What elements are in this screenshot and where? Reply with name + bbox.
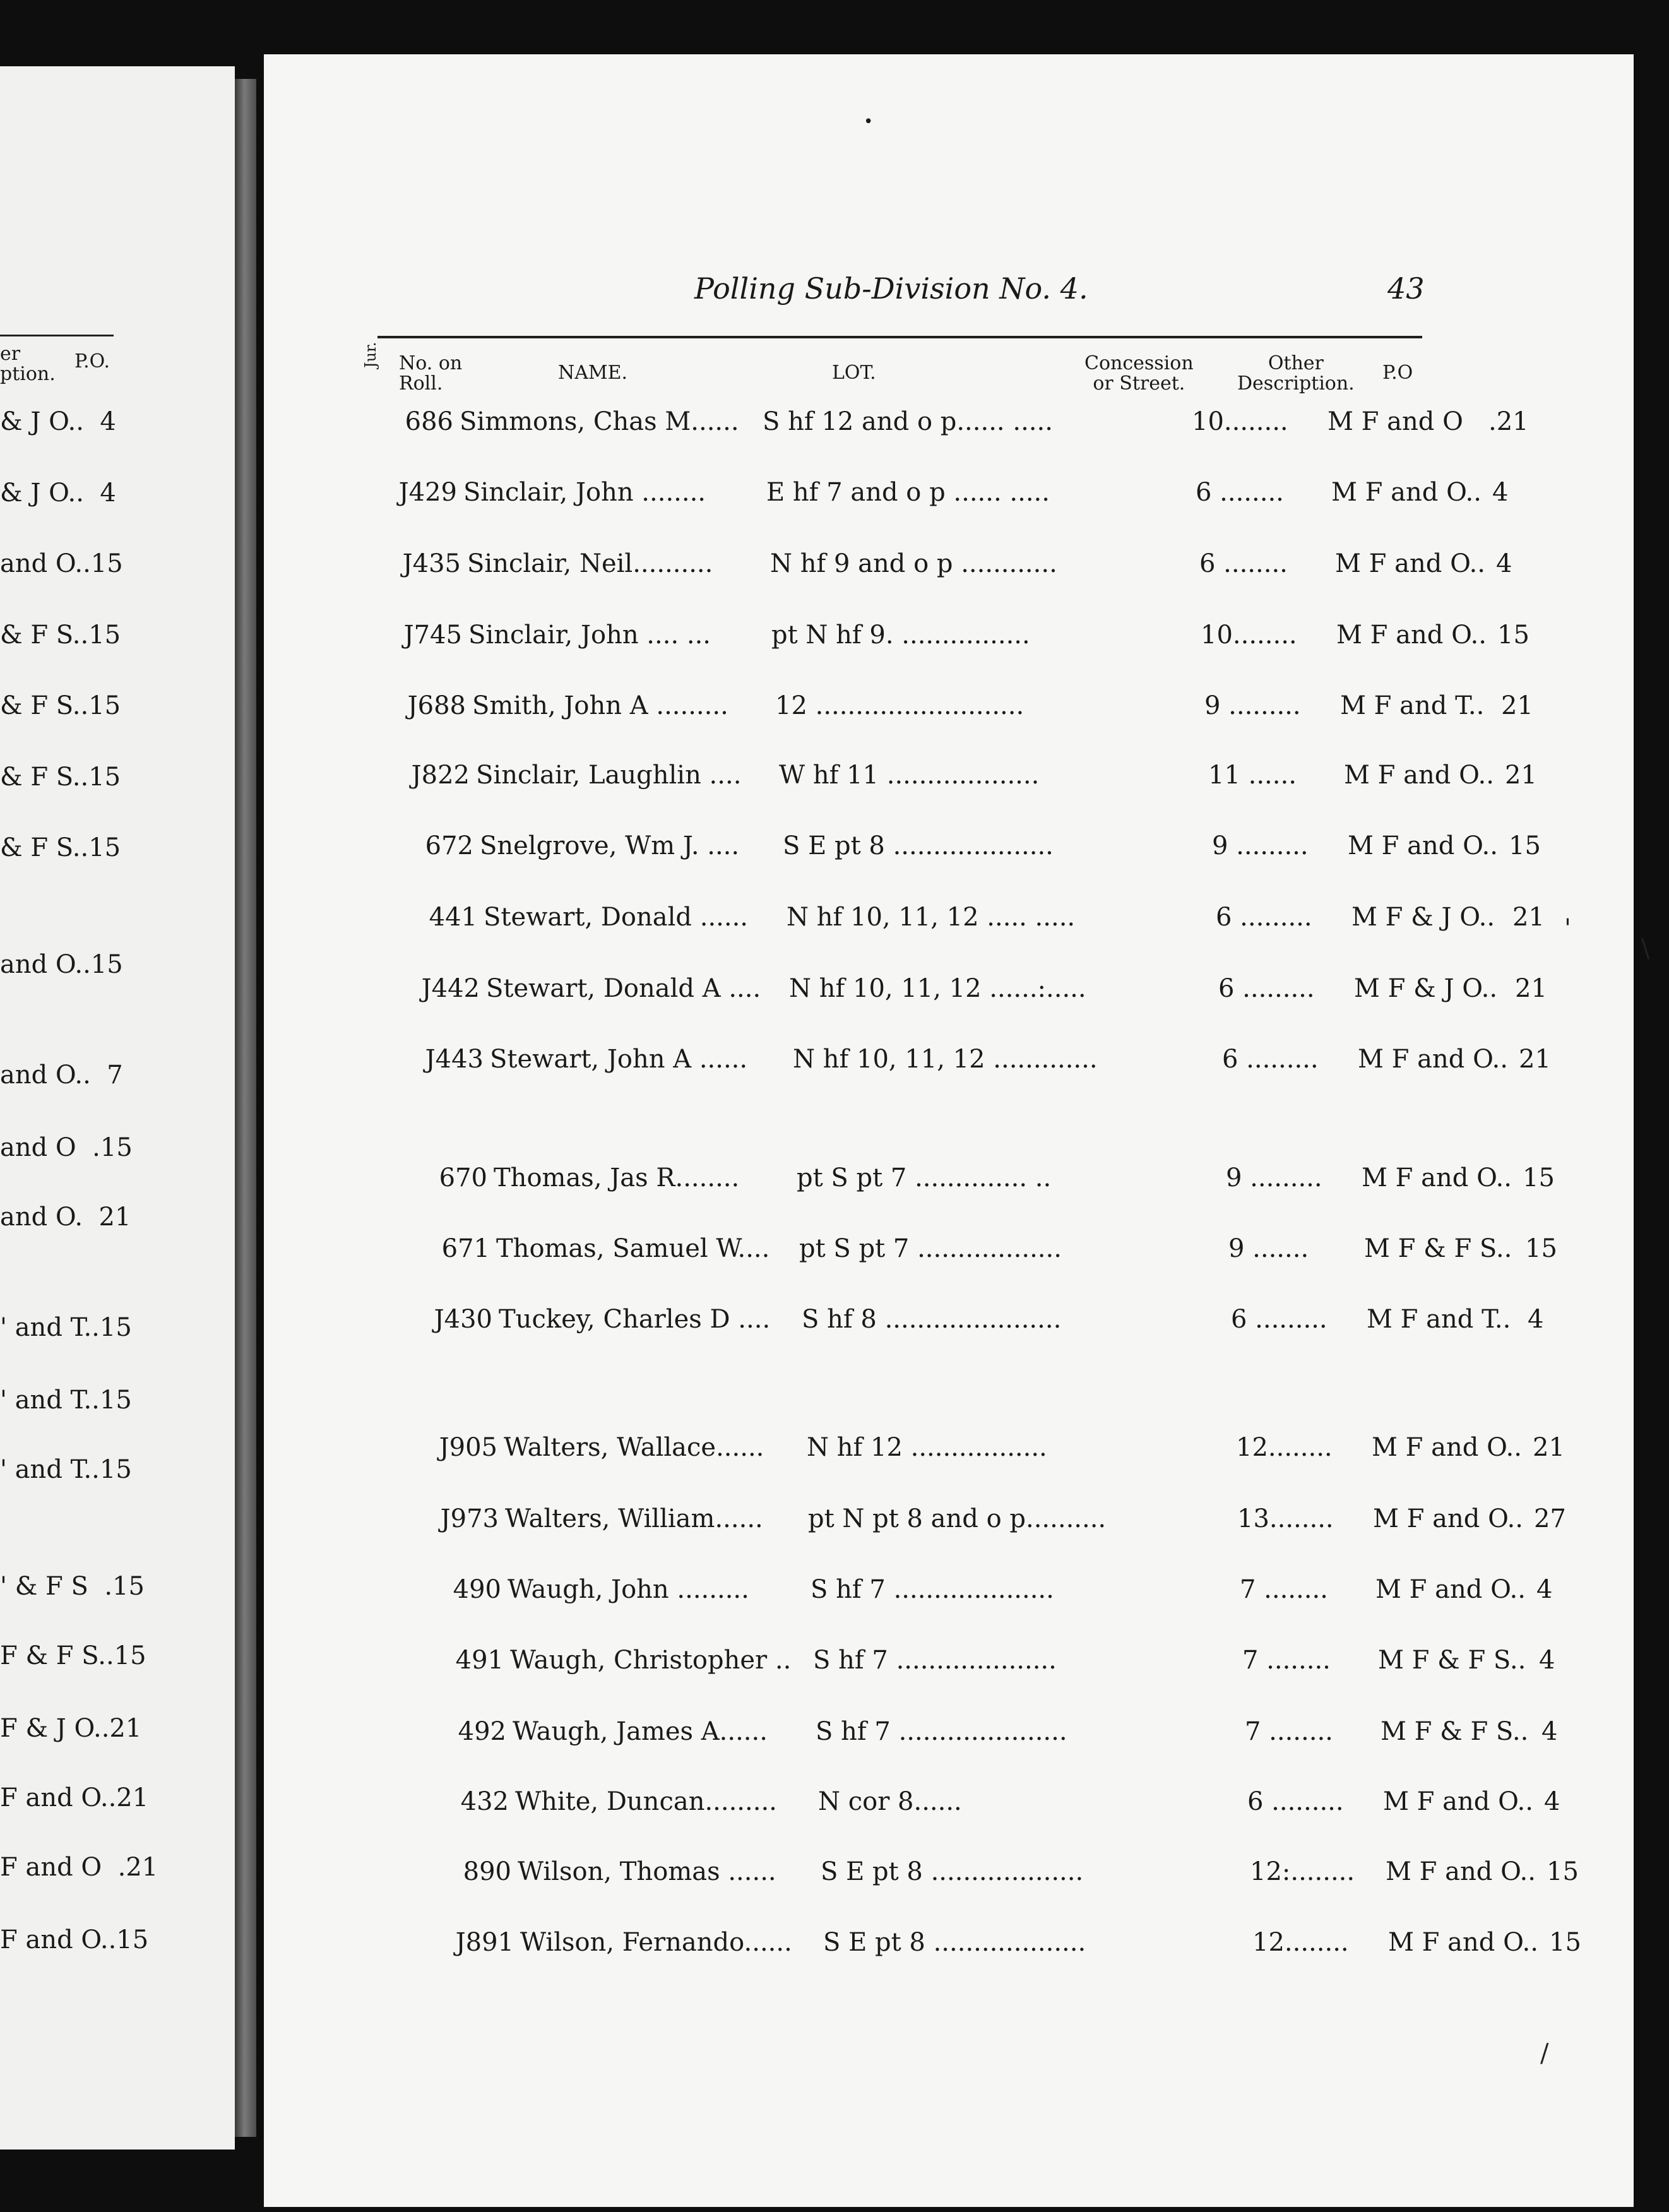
other-description: M F and O.. <box>1372 1433 1522 1462</box>
voter-name: Thomas, Jas R........ <box>494 1163 740 1192</box>
lot-description: S hf 7 .................... <box>811 1575 1054 1604</box>
roll-entry-row <box>391 971 1547 1006</box>
roll-number: J905 <box>439 1433 497 1462</box>
roll-entry-row <box>389 900 1545 935</box>
other-description: M F and T.. <box>1340 691 1485 720</box>
post-office: 21 <box>1501 691 1533 720</box>
post-office: 21 <box>1512 903 1545 932</box>
lot-description: S hf 7 .................... <box>813 1646 1057 1675</box>
roll-entry-row <box>372 546 1512 581</box>
post-office: 27 <box>1534 1504 1566 1533</box>
roll-entry-row <box>423 1854 1579 1889</box>
other-description: M F and O <box>1327 407 1463 436</box>
voter-name: Sinclair, John .... ... <box>468 621 711 650</box>
concession: 9 ......... <box>1226 1163 1322 1192</box>
roll-entry-row <box>410 1501 1566 1537</box>
voter-name: Stewart, Donald A .... <box>486 974 761 1003</box>
voter-name: Sinclair, John ........ <box>463 478 706 507</box>
roll-number: J891 <box>455 1928 514 1957</box>
roll-entry-row <box>365 404 1529 439</box>
voter-name: Thomas, Samuel W.... <box>496 1234 770 1263</box>
concession: 6 ........ <box>1196 478 1284 507</box>
lot-description: S hf 7 ..................... <box>816 1717 1067 1746</box>
other-description: M F and O.. <box>1348 831 1498 860</box>
book-spine <box>235 79 256 2137</box>
page-speck: / <box>1540 2039 1549 2068</box>
post-office: 4 <box>1496 549 1512 578</box>
other-description: M F and O.. <box>1331 478 1482 507</box>
left-page-row: ' & F S .15 <box>0 1572 145 1601</box>
roll-entry-row <box>420 1784 1560 1819</box>
roll-number: J443 <box>425 1045 484 1074</box>
post-office: 15 <box>1525 1234 1557 1263</box>
left-page-row: & F S..15 <box>0 621 121 650</box>
concession: 12:........ <box>1250 1857 1355 1886</box>
concession: 7 ........ <box>1240 1575 1328 1604</box>
left-page-row: & J O.. 4 <box>0 479 116 508</box>
other-description: M F and O.. <box>1362 1163 1512 1192</box>
page-speck: ' <box>1564 914 1571 943</box>
concession: 9 ......... <box>1212 831 1309 860</box>
lot-description: N hf 12 ................. <box>807 1433 1047 1462</box>
page-speck: \ <box>1641 934 1650 963</box>
left-page-row: F and O..21 <box>0 1783 149 1812</box>
voter-name: Sinclair, Laughlin .... <box>476 761 742 790</box>
post-office: 15 <box>1547 1857 1579 1886</box>
other-description: M F and O.. <box>1358 1045 1508 1074</box>
roll-number: J435 <box>402 549 461 578</box>
concession: 10........ <box>1192 407 1288 436</box>
voter-name: Sinclair, Neil.......... <box>467 549 713 578</box>
post-office: 4 <box>1528 1305 1544 1334</box>
concession: 13........ <box>1237 1504 1334 1533</box>
other-description: M F and O.. <box>1383 1787 1533 1816</box>
left-page-row: and O.. 7 <box>0 1061 123 1090</box>
concession: 10........ <box>1201 621 1297 650</box>
left-page-row: & J O.. 4 <box>0 407 116 436</box>
concession: 12........ <box>1252 1928 1349 1957</box>
other-description: M F and O.. <box>1375 1575 1526 1604</box>
roll-entry-row <box>418 1714 1558 1749</box>
left-page-row: F and O .21 <box>0 1853 158 1882</box>
other-description: M F & J O.. <box>1351 903 1495 932</box>
left-page-row: and O .15 <box>0 1133 133 1162</box>
voter-name: Stewart, John A ...... <box>490 1045 748 1074</box>
post-office: 21 <box>1505 761 1537 790</box>
roll-number: 492 <box>458 1717 506 1746</box>
other-description: M F and O.. <box>1386 1857 1536 1886</box>
lot-description: pt N hf 9. ................ <box>771 621 1030 650</box>
header-rule <box>377 336 1422 338</box>
roll-entry-row <box>413 1572 1553 1607</box>
running-head: Polling Sub-Division No. 4. <box>694 271 1088 306</box>
voter-name: Smith, John A ......... <box>472 691 728 720</box>
concession: 6 ........ <box>1199 549 1288 578</box>
concession: 6 ......... <box>1218 974 1315 1003</box>
roll-entry-row <box>385 828 1541 864</box>
roll-number: J822 <box>411 761 470 790</box>
roll-number: J442 <box>421 974 480 1003</box>
roll-number: J973 <box>440 1504 499 1533</box>
col-po-header: P.O <box>1382 362 1413 384</box>
col-description-header: Other Description. <box>1237 352 1355 395</box>
post-office: 4 <box>1541 1717 1558 1746</box>
post-office: 15 <box>1509 831 1541 860</box>
post-office: 4 <box>1539 1646 1555 1675</box>
voter-name: Wilson, Fernando...... <box>520 1928 792 1957</box>
lot-description: S hf 12 and o p...... ..... <box>763 407 1053 436</box>
concession: 6 ......... <box>1231 1305 1327 1334</box>
other-description: M F & J O.. <box>1354 974 1498 1003</box>
other-description: M F and O.. <box>1373 1504 1523 1533</box>
col-jur-header: Jur. <box>362 342 379 368</box>
voter-name: Waugh, John ......... <box>508 1575 749 1604</box>
post-office: 21 <box>1533 1433 1565 1462</box>
roll-number: 490 <box>453 1575 501 1604</box>
other-description: M F and O.. <box>1335 549 1485 578</box>
roll-entry-row <box>409 1430 1565 1465</box>
lot-description: 12 .......................... <box>775 691 1025 720</box>
print-mark: • <box>864 112 874 131</box>
left-page-row: & F S..15 <box>0 691 121 720</box>
col-concession-header: Concession or Street. <box>1084 352 1194 395</box>
other-description: M F and O.. <box>1336 621 1487 650</box>
post-office: 4 <box>1536 1575 1553 1604</box>
voter-name: Snelgrove, Wm J. .... <box>480 831 740 860</box>
concession: 9 ......... <box>1204 691 1301 720</box>
left-page-rule <box>0 335 114 336</box>
voter-name: Waugh, Christopher .. <box>510 1646 792 1675</box>
post-office: 15 <box>1523 1163 1555 1192</box>
roll-number: 441 <box>429 903 477 932</box>
left-page-row: & F S..15 <box>0 833 121 862</box>
concession: 12........ <box>1236 1433 1333 1462</box>
roll-number: 672 <box>425 831 473 860</box>
other-description: M F and O.. <box>1388 1928 1538 1957</box>
roll-number: 890 <box>463 1857 511 1886</box>
roll-entry-row <box>399 1160 1555 1196</box>
page-number: 43 <box>1387 271 1425 306</box>
voter-name: Simmons, Chas M...... <box>460 407 739 436</box>
lot-description: N hf 10, 11, 12 ............. <box>793 1045 1098 1074</box>
col-name-header: NAME. <box>558 362 628 384</box>
roll-entry-row <box>395 1042 1551 1077</box>
concession: 7 ........ <box>1242 1646 1331 1675</box>
col-lot-header: LOT. <box>832 362 876 384</box>
concession: 7 ........ <box>1245 1717 1333 1746</box>
lot-description: N cor 8...... <box>818 1787 962 1816</box>
voter-name: Stewart, Donald ...... <box>484 903 749 932</box>
other-description: M F & F S.. <box>1378 1646 1526 1675</box>
lot-description: S hf 8 ...................... <box>802 1305 1062 1334</box>
concession: 9 ....... <box>1228 1234 1309 1263</box>
post-office: 15 <box>1497 621 1529 650</box>
lot-description: pt S pt 7 .............. .. <box>797 1163 1052 1192</box>
left-col-desc-header: er ption. <box>0 343 56 385</box>
roll-number: 671 <box>441 1234 490 1263</box>
lot-description: N hf 9 and o p ............ <box>770 549 1057 578</box>
voter-name: White, Duncan......... <box>515 1787 777 1816</box>
roll-entry-row <box>425 1925 1581 1960</box>
concession: 11 ...... <box>1208 761 1297 790</box>
post-office: 21 <box>1519 1045 1551 1074</box>
roll-entry-row <box>374 617 1529 653</box>
left-page-row: ' and T..15 <box>0 1386 132 1415</box>
left-page-row: F & J O..21 <box>0 1714 142 1743</box>
left-page-row: F & F S..15 <box>0 1641 146 1670</box>
voter-name: Walters, William...... <box>505 1504 763 1533</box>
left-page-row: ' and T..15 <box>0 1455 132 1484</box>
voter-name: Walters, Wallace...... <box>504 1433 764 1462</box>
concession: 6 ......... <box>1216 903 1312 932</box>
lot-description: pt S pt 7 .................. <box>799 1234 1062 1263</box>
roll-number: 670 <box>439 1163 487 1192</box>
left-page-row: and O..15 <box>0 549 123 578</box>
other-description: M F and O.. <box>1344 761 1494 790</box>
lot-description: N hf 10, 11, 12 ..... ..... <box>787 903 1076 932</box>
roll-entry-row <box>415 1643 1555 1678</box>
lot-description: pt N pt 8 and o p.......... <box>808 1504 1107 1533</box>
post-office: 21 <box>1515 974 1547 1003</box>
left-page-row: and O..15 <box>0 950 123 979</box>
lot-description: S E pt 8 ................... <box>823 1928 1086 1957</box>
concession: 6 ......... <box>1247 1787 1344 1816</box>
left-page-row: & F S..15 <box>0 763 121 792</box>
roll-number: J429 <box>398 478 457 507</box>
lot-description: S E pt 8 .................... <box>783 831 1054 860</box>
roll-number: 686 <box>405 407 453 436</box>
voter-name: Wilson, Thomas ...... <box>518 1857 776 1886</box>
lot-description: N hf 10, 11, 12 ......:..... <box>789 974 1086 1003</box>
roll-entry-row <box>404 1302 1544 1337</box>
voter-name: Tuckey, Charles D .... <box>499 1305 771 1334</box>
roll-number: J430 <box>434 1305 492 1334</box>
lot-description: E hf 7 and o p ...... ..... <box>766 478 1050 507</box>
roll-number: J688 <box>407 691 466 720</box>
lot-description: W hf 11 ................... <box>779 761 1040 790</box>
lot-description: S E pt 8 ................... <box>821 1857 1084 1886</box>
roll-entry-row <box>401 1231 1557 1266</box>
voter-name: Waugh, James A...... <box>513 1717 768 1746</box>
left-page-row: and O. 21 <box>0 1203 131 1232</box>
col-no-header: No. on Roll. <box>399 352 463 395</box>
roll-entry-row <box>377 688 1533 723</box>
roll-entry-row <box>381 758 1537 793</box>
other-description: M F & F S.. <box>1381 1717 1529 1746</box>
left-page-row: F and O..15 <box>0 1925 149 1954</box>
roll-number: 491 <box>455 1646 504 1675</box>
other-description: M F & F S.. <box>1364 1234 1512 1263</box>
post-office: .21 <box>1488 407 1529 436</box>
post-office: 4 <box>1544 1787 1560 1816</box>
other-description: M F and T.. <box>1367 1305 1511 1334</box>
left-col-po-header: P.O. <box>74 350 110 372</box>
roll-number: 432 <box>460 1787 509 1816</box>
roll-entry-row <box>369 475 1509 510</box>
post-office: 15 <box>1549 1928 1581 1957</box>
roll-number: J745 <box>403 621 462 650</box>
concession: 6 ......... <box>1222 1045 1319 1074</box>
left-page-row: ' and T..15 <box>0 1313 132 1342</box>
post-office: 4 <box>1492 478 1509 507</box>
